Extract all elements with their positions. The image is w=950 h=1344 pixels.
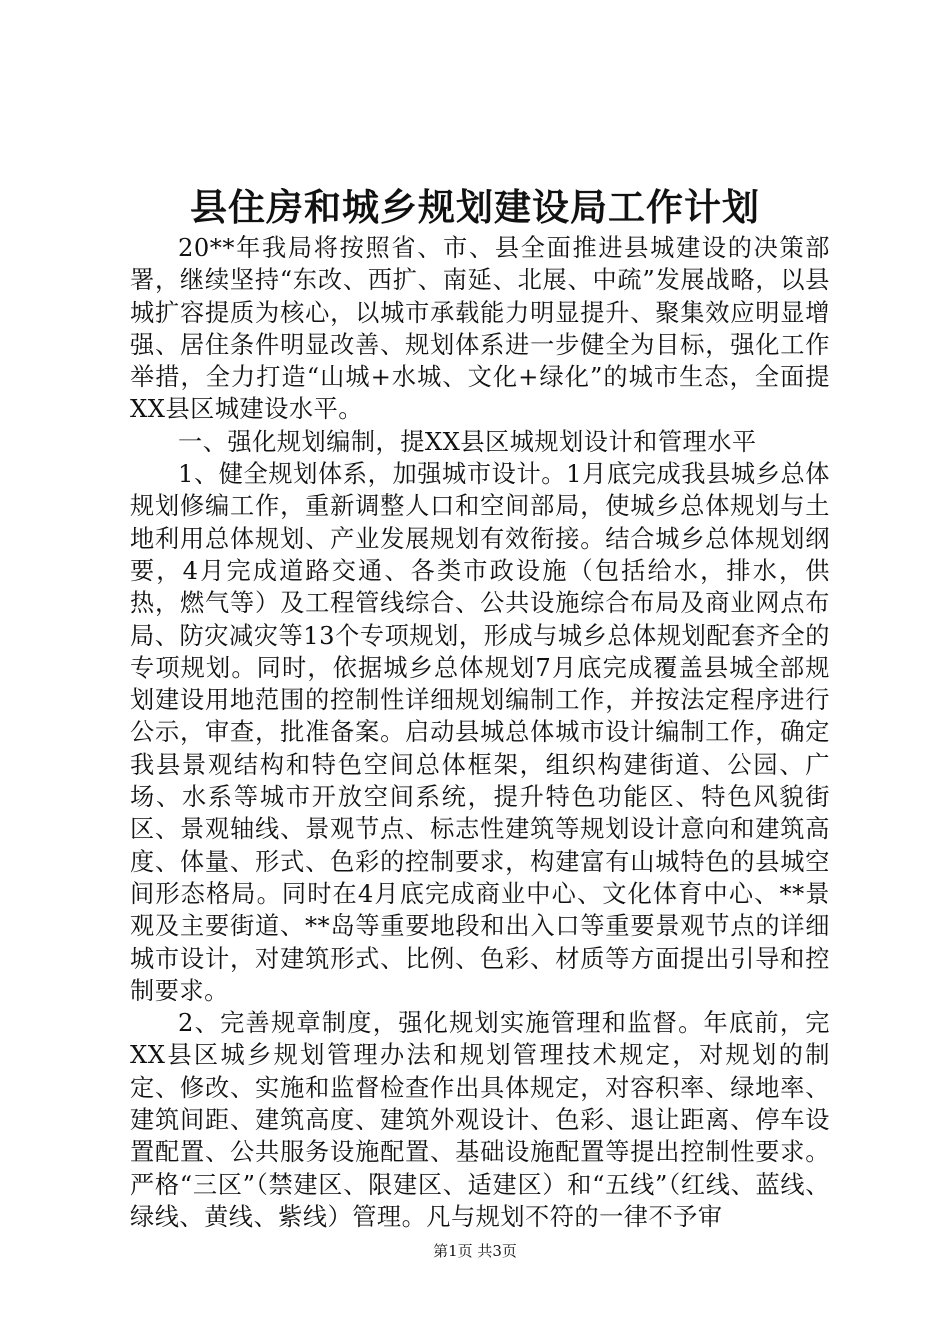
page-footer: 第1页 共3页	[433, 1242, 517, 1260]
paragraph-item-2: 2、完善规章制度，强化规划实施管理和监督。年底前，完XX县区城乡规划管理办法和规划管理技术规定，对规划的制定、修改、实施和监督检查作出具体规定，对容积率、绿地率、建筑间距、建筑高度、建筑外观设计、色彩、退让距离、停车设置配置、公共服务设施配置、基础设施配置等提出控制性要求。严格“三区”（禁建区、限建区、适建区）和“五线”（红线、蓝线、绿线、黄线、紫线）管理。凡与规划不符的一律不予审	[130, 1009, 830, 1231]
paragraph-item-1: 1、健全规划体系，加强城市设计。1月底完成我县城乡总体规划修编工作，重新调整人口和空间部局，使城乡总体规划与土地利用总体规划、产业发展规划有效衔接。结合城乡总体规划纲要，4月完成道路交通、各类市政设施（包括给水，排水，供热，燃气等）及工程管线综合、公共设施综合布局及商业网点布局、防灾减灾等13个专项规划，形成与城乡总体规划配套齐全的专项规划。同时，依据城乡总体规划7月底完成覆盖县城全部规划建设用地范围的控制性详细规划编制工作，并按法定程序进行公示，审查，批准备案。启动县城总体城市设计编制工作，确定我县景观结构和特色空间总体框架，组织构建街道、公园、广场、水系等城市开放空间系统，提升特色功能区、特色风貌街区、景观轴线、景观节点、标志性建筑等规划设计意向和建筑高度、体量、形式、色彩的控制要求，构建富有山城特色的县城空间形态格局。同时在4月底完成商业中心、文化体育中心、**景观及主要街道、**岛等重要地段和出入口等重要景观节点的详细城市设计，对建筑形式、比例、色彩、材质等方面提出引导和控制要求。	[130, 460, 830, 1005]
document-body	[130, 232, 830, 1233]
document-title: 县住房和城乡规划建设局工作计划	[190, 185, 760, 229]
section-heading-1: 一、强化规划编制，提XX县区城规划设计和管理水平	[178, 427, 757, 456]
paragraph-intro: 20**年我局将按照省、市、县全面推进县城建设的决策部署，继续坚持“东改、西扩、南延、北展、中疏”发展战略，以县城扩容提质为核心，以城市承载能力明显提升、聚集效应明显增强、居住条件明显改善、规划体系进一步健全为目标，强化工作举措，全力打造“山城+水城、文化+绿化”的城市生态，全面提XX县区城建设水平。	[130, 234, 830, 424]
